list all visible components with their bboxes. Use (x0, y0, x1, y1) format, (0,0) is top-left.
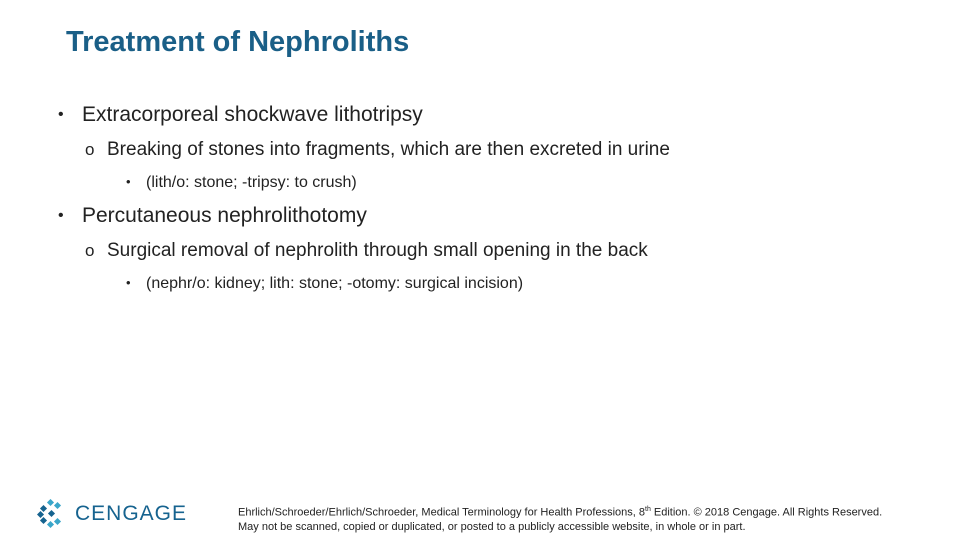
sub-sub-bullet-item (126, 174, 357, 192)
logo-wordmark: CENGAGE (75, 502, 188, 525)
sub-bullet-text: Breaking of stones into fragments, which are then excreted in urine (107, 139, 670, 160)
bullet-item (58, 103, 423, 127)
sub-sub-bullet-text: (nephr/o: kidney; lith: stone; -otomy: surgical incision) (146, 275, 524, 292)
bullet-glyph: • (58, 106, 64, 123)
footer-superscript: th (645, 506, 651, 513)
cengage-logo (37, 498, 187, 530)
sub-bullet-glyph: o (85, 140, 95, 159)
footer-citation: Ehrlich/Schroeder/Ehrlich/Schroeder, Medical Terminology for Health Professions, 8 (238, 506, 645, 519)
footer-line-1 (238, 503, 882, 520)
footer-line-2: May not be scanned, copied or duplicated, or posted to a publicly accessible website, in whole or in part. (238, 520, 746, 533)
sub-bullet-glyph: o (85, 241, 95, 260)
bullet-text: Extracorporeal shockwave lithotripsy (82, 103, 423, 126)
bullet-item (58, 204, 367, 228)
sub-sub-bullet-text: (lith/o: stone; -tripsy: to crush) (146, 174, 357, 191)
copyright-footer (238, 503, 882, 534)
bullet-glyph: • (58, 207, 64, 224)
sub-sub-bullet-glyph: • (126, 275, 131, 290)
sub-sub-bullet-item (126, 275, 523, 293)
sub-bullet-text: Surgical removal of nephrolith through small opening in the back (107, 240, 648, 261)
footer-copyright: Edition. © 2018 Cengage. All Rights Reserved. (650, 506, 883, 519)
sub-bullet-item (85, 240, 648, 262)
sub-bullet-item (85, 139, 670, 161)
slide-title: Treatment of Nephroliths (66, 26, 410, 58)
sub-sub-bullet-glyph: • (126, 174, 131, 189)
cengage-logo-icon (37, 499, 67, 529)
bullet-text: Percutaneous nephrolithotomy (82, 204, 367, 227)
